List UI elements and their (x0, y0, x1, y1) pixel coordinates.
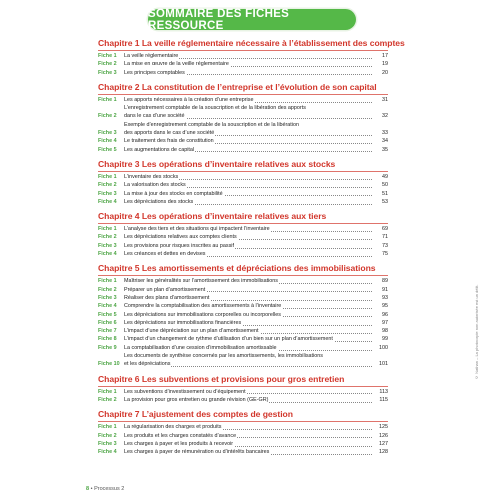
fiche-title-wrap (124, 104, 372, 121)
fiche-title-wrap (124, 181, 372, 189)
fiche-title: Les documents de synthèse concernés par les amortissements, les immobilisations (124, 353, 323, 360)
fiche-title: Les principes comptables (124, 69, 185, 76)
fiche-number: Fiche 8 (98, 336, 117, 343)
fiche-title-wrap (124, 96, 372, 104)
fiche-number: Fiche 3 (98, 294, 117, 301)
fiche-number: Fiche 7 (98, 328, 117, 335)
fiche-title: Exemple d’enregistrement comptable de la souscription et de la libération (124, 121, 299, 128)
fiche-title: L’impact d’un changement de rythme d’utilisation d’un bien sur un plan d’amortissement (124, 336, 333, 343)
fiche-title-wrap (124, 396, 372, 404)
fiche-page-number: 49 (382, 173, 388, 180)
chapter-section (98, 38, 405, 77)
fiche-title-wrap (124, 344, 372, 352)
fiche-number: Fiche 2 (98, 286, 117, 293)
fiche-page-number: 17 (382, 53, 388, 59)
fiche-title: Les charges à payer et les produits à recevoir (124, 440, 234, 447)
fiche-title-wrap (124, 388, 372, 396)
chapter-heading (98, 38, 405, 51)
fiche-entry (98, 344, 388, 352)
fiche-title: L’inventaire des stocks (124, 173, 179, 180)
fiche-title-wrap (124, 294, 372, 302)
fiche-title-wrap (124, 277, 372, 285)
chapter-heading (98, 409, 388, 422)
fiche-page-number: 113 (379, 388, 388, 395)
fiche-title: Préparer un plan d’amortissement (124, 286, 206, 293)
chapter-section (98, 211, 388, 258)
fiche-number: Fiche 3 (98, 190, 117, 197)
fiche-page-number: 89 (382, 278, 388, 285)
fiche-title-wrap (124, 173, 372, 181)
fiche-title: La provision pour gros entretien ou grande révision (GE-GR) (124, 396, 269, 403)
fiche-page-number: 125 (379, 424, 388, 431)
fiche-title-wrap (124, 432, 372, 440)
fiche-number: Fiche 1 (98, 388, 117, 395)
fiche-title-continued: des apports dans le cas d’une société (124, 130, 215, 137)
fiche-entry (98, 69, 388, 77)
chapter-title: Chapitre 2 La constitution de l’entreprise et l’évolution de son capital (98, 81, 377, 92)
fiche-page-number: 115 (379, 396, 388, 403)
fiche-title-continued: dans le cas d’une société (124, 113, 185, 120)
fiche-page-number: 126 (379, 432, 388, 439)
fiche-page-number: 128 (379, 449, 388, 456)
chapter-rule (98, 94, 388, 95)
fiche-number: Fiche 6 (98, 319, 117, 326)
fiche-entry (98, 440, 388, 448)
fiche-title: Les charges à payer de rémunération ou d’intérêts bancaires (124, 449, 270, 456)
fiche-title-wrap (124, 146, 372, 154)
chapter-section (98, 159, 388, 206)
fiche-page-number: 99 (382, 336, 388, 343)
fiche-title-wrap (124, 198, 372, 206)
chapter-section (98, 374, 388, 405)
fiche-number: Fiche 3 (98, 130, 117, 137)
chapter-title: Chapitre 7 L’ajustement des comptes de gestion (98, 409, 293, 420)
fiche-page-number: 100 (379, 344, 388, 351)
fiche-page-number: 50 (382, 182, 388, 189)
fiche-title: Les créances et dettes en devises (124, 251, 206, 258)
fiche-title-wrap (124, 137, 372, 145)
fiche-number: Fiche 1 (98, 278, 117, 285)
fiche-title-wrap (124, 69, 372, 77)
fiche-title-wrap (124, 448, 372, 456)
fiche-number: Fiche 2 (98, 234, 117, 241)
fiche-title-wrap (124, 302, 372, 310)
fiche-title-wrap (124, 352, 372, 369)
fiche-entry (98, 242, 388, 250)
fiche-title-wrap (124, 233, 372, 241)
fiche-entry (98, 137, 388, 145)
fiche-entry (98, 104, 388, 121)
chapter-title: Chapitre 5 Les amortissements et dépréciations des immobilisations (98, 263, 376, 274)
chapter-title: Chapitre 1 La veille réglementaire nécessaire à l’établissement des comptes (98, 38, 405, 48)
fiche-title: La mise à jour des stocks en comptabilité (124, 190, 223, 197)
fiche-page-number: 96 (382, 311, 388, 318)
chapter-heading (98, 211, 388, 224)
fiche-entry (98, 277, 388, 285)
fiche-title: Les apports nécessaires à la création d’une entreprise (124, 96, 254, 103)
page-number: 8 (86, 486, 90, 492)
fiche-title-wrap (124, 335, 372, 343)
fiche-title: Les subventions d’investissement ou d’équipement (124, 388, 246, 395)
fiche-page-number: 95 (382, 303, 388, 310)
fiche-entry (98, 311, 388, 319)
fiche-number: Fiche 1 (98, 53, 117, 59)
fiche-number: Fiche 2 (98, 432, 117, 439)
fiche-entry (98, 302, 388, 310)
fiche-page-number: 32 (382, 113, 388, 120)
fiche-number: Fiche 3 (98, 242, 117, 249)
chapter-section (98, 409, 388, 456)
chapter-title: Chapitre 3 Les opérations d’inventaire relatives aux stocks (98, 158, 336, 169)
fiche-page-number: 93 (382, 294, 388, 301)
page-footer (86, 486, 124, 492)
fiche-entry (98, 173, 388, 181)
chapter-heading (98, 374, 388, 387)
fiche-entry (98, 233, 388, 241)
fiche-number: Fiche 5 (98, 146, 117, 153)
fiche-number: Fiche 2 (98, 182, 117, 189)
fiche-number: Fiche 1 (98, 226, 117, 233)
fiche-entry (98, 352, 388, 369)
fiche-entry (98, 121, 388, 138)
copyright-note: © Nathan – La photocopie non autorisée est un délit. (474, 284, 479, 380)
fiche-entry (98, 225, 388, 233)
fiche-title: L’enregistrement comptable de la souscription et de la libération des apports (124, 105, 306, 112)
fiche-number: Fiche 5 (98, 311, 117, 318)
fiche-number: Fiche 1 (98, 424, 117, 431)
fiche-title-wrap (124, 311, 372, 319)
footer-separator: • (90, 486, 93, 492)
fiche-entry (98, 52, 388, 60)
fiche-entry (98, 294, 388, 302)
fiche-page-number: 97 (382, 319, 388, 326)
fiche-title: Les produits et les charges constatés d’avance (124, 432, 237, 439)
fiche-title-wrap (124, 319, 372, 327)
fiche-title-wrap (124, 60, 372, 68)
fiche-title-wrap (124, 190, 372, 198)
fiche-number: Fiche 3 (98, 440, 117, 447)
fiche-number: Fiche 2 (98, 61, 117, 68)
fiche-title: La régularisation des charges et produits (124, 424, 222, 431)
fiche-page-number: 19 (382, 61, 388, 68)
chapter-section (98, 82, 388, 154)
fiche-entry (98, 198, 388, 206)
fiche-page-number: 33 (382, 130, 388, 137)
fiche-number: Fiche 3 (98, 69, 117, 76)
fiche-page-number: 98 (382, 328, 388, 335)
chapter-rule (98, 223, 388, 224)
fiche-entry (98, 286, 388, 294)
fiche-page-number: 91 (382, 286, 388, 293)
fiche-page-number: 51 (382, 190, 388, 197)
fiche-title: La veille réglementaire (124, 53, 179, 59)
fiche-page-number: 71 (382, 234, 388, 241)
chapter-heading (98, 82, 388, 95)
fiche-page-number: 101 (379, 361, 388, 368)
fiche-title: Les dépréciations sur immobilisations corporelles ou incorporelles (124, 311, 282, 318)
fiche-entry (98, 146, 388, 154)
fiche-title: L’analyse des tiers et des situations qui impactent l’inventaire (124, 226, 270, 233)
fiche-title: L’impact d’une dépréciation sur un plan d’amortissement (124, 328, 259, 335)
fiche-entry (98, 190, 388, 198)
fiche-number: Fiche 4 (98, 138, 117, 145)
fiche-entry (98, 319, 388, 327)
fiche-title: La comptabilisation d’une cession d’immobilisation amortissable (124, 344, 277, 351)
chapter-section (98, 263, 388, 368)
fiche-title-wrap (124, 250, 372, 258)
chapter-title: Chapitre 6 Les subventions et provisions pour gros entretien (98, 373, 345, 384)
fiche-page-number: 73 (382, 242, 388, 249)
fiche-title: Les dépréciations sur immobilisations financières (124, 319, 242, 326)
fiche-page-number: 20 (382, 69, 388, 76)
chapter-rule (98, 275, 388, 276)
chapter-rule (98, 50, 388, 51)
fiche-title-wrap (124, 52, 372, 60)
fiche-entry (98, 181, 388, 189)
fiche-title-wrap (124, 225, 372, 233)
fiche-entry (98, 327, 388, 335)
fiche-title: Les augmentations de capital (124, 146, 195, 153)
fiche-number: Fiche 2 (98, 113, 117, 120)
fiche-number: Fiche 4 (98, 449, 117, 456)
fiche-number: Fiche 10 (98, 361, 120, 368)
summary-banner (148, 9, 356, 30)
fiche-title: La mise en œuvre de la veille réglementaire (124, 61, 229, 68)
fiche-title-wrap (124, 242, 372, 250)
footer-text: Processus 2 (94, 486, 125, 492)
table-of-contents (98, 38, 405, 456)
fiche-page-number: 53 (382, 198, 388, 205)
banner-title: SOMMAIRE DES FICHES RESSOURCE (148, 7, 290, 32)
fiche-number: Fiche 4 (98, 303, 117, 310)
fiche-number: Fiche 1 (98, 96, 117, 103)
fiche-title: Les dépréciations relatives aux comptes clients (124, 234, 237, 241)
fiche-number: Fiche 2 (98, 396, 117, 403)
chapter-rule (98, 171, 388, 172)
chapter-rule (98, 386, 388, 387)
fiche-entry (98, 432, 388, 440)
fiche-title: Maîtriser les généralités sur l’amortissement des immobilisations (124, 278, 278, 285)
fiche-title: La valorisation des stocks (124, 182, 186, 189)
fiche-title: Les dépréciations des stocks (124, 198, 194, 205)
fiche-number: Fiche 4 (98, 198, 117, 205)
fiche-title: Le traitement des frais de constitution (124, 138, 214, 145)
fiche-number: Fiche 1 (98, 173, 117, 180)
fiche-entry (98, 423, 388, 431)
fiche-page-number: 127 (379, 440, 388, 447)
fiche-entry (98, 96, 388, 104)
fiche-entry (98, 250, 388, 258)
chapter-title: Chapitre 4 Les opérations d’inventaire relatives aux tiers (98, 211, 327, 222)
fiche-number: Fiche 4 (98, 251, 117, 258)
fiche-title: Comprendre la comptabilisation des amortissements à l’inventaire (124, 303, 282, 310)
fiche-entry (98, 388, 388, 396)
fiche-page-number: 75 (382, 251, 388, 258)
fiche-page-number: 69 (382, 226, 388, 233)
chapter-rule (98, 421, 388, 422)
fiche-title: Les provisions pour risques inscrites au passif (124, 242, 234, 249)
fiche-title-continued: et les dépréciations (124, 361, 171, 368)
fiche-title-wrap (124, 440, 372, 448)
fiche-number: Fiche 9 (98, 344, 117, 351)
fiche-entry (98, 396, 388, 404)
fiche-title-wrap (124, 286, 372, 294)
fiche-title-wrap (124, 423, 372, 431)
fiche-page-number: 34 (382, 138, 388, 145)
fiche-page-number: 31 (382, 96, 388, 103)
fiche-entry (98, 60, 388, 68)
fiche-title-wrap (124, 121, 372, 138)
fiche-entry (98, 448, 388, 456)
chapter-heading (98, 159, 388, 172)
fiche-title-wrap (124, 327, 372, 335)
fiche-page-number: 35 (382, 146, 388, 153)
fiche-entry (98, 335, 388, 343)
fiche-title: Réaliser des plans d’amortissement (124, 294, 210, 301)
chapter-heading (98, 263, 388, 276)
